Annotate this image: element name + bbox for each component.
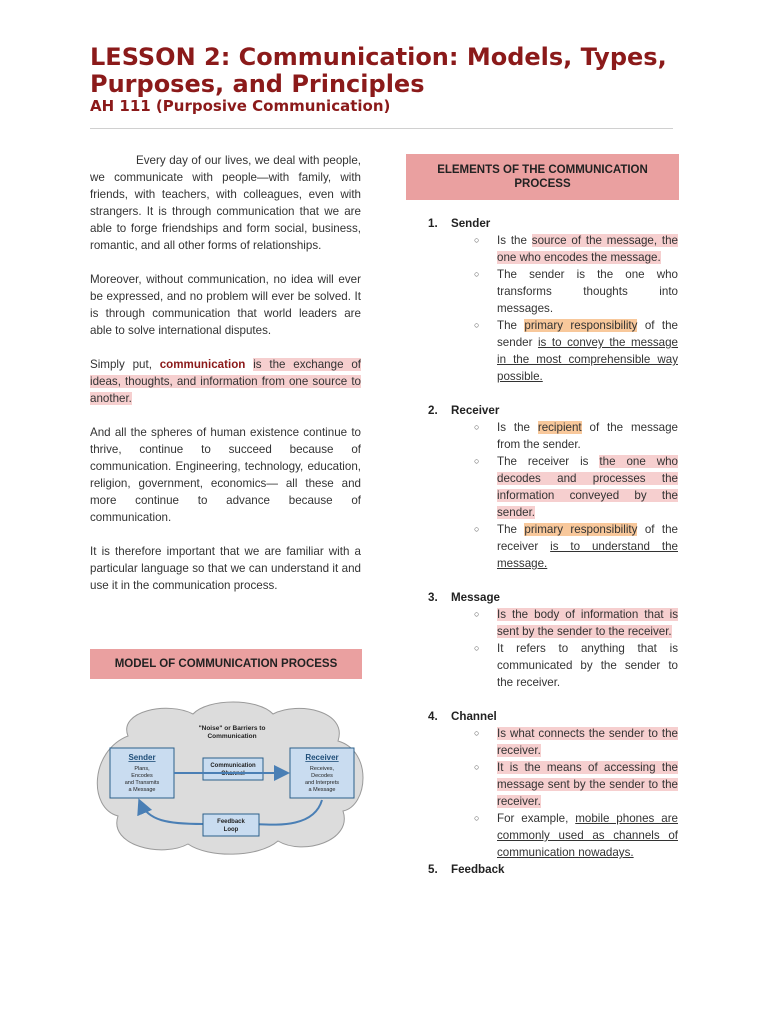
highlight: primary responsibility [524,523,638,536]
channel-box-line1: Communication [210,763,256,769]
communication-model-diagram [88,696,366,856]
list-item: ○ For example, mobile phones are commonly used as channels of communication nowadays. [474,810,678,861]
list-item: ○ Is the source of the message, the one who encodes the message. [474,232,678,266]
element-title: Feedback [451,863,505,876]
sender-box [110,748,174,798]
communication-definition: is the exchange of ideas, thoughts, and information from one source to another. [90,358,361,405]
highlight: recipient [537,421,582,434]
list-item [474,759,678,810]
sender-box-line2: Encodes [131,773,153,779]
sender-box-line3: and Transmits [124,780,160,786]
receiver-box-line1: Receives, [309,766,335,772]
list-item [474,606,678,640]
model-section-banner: MODEL OF COMMUNICATION PROCESS [90,649,362,679]
channel-box [203,758,263,780]
element-title: Channel [451,710,497,723]
list-item [474,725,678,759]
communication-term: communication [159,358,246,371]
receiver-box-line3: and Interprets [305,780,339,786]
feedback-box-line2: Loop [223,827,239,833]
highlight: the one who decodes and processes the information conveyed by the sender. [497,455,679,519]
element-message [428,589,678,691]
divider [90,128,673,129]
element-title: Sender [451,217,491,230]
elements-list [428,215,678,895]
intro-column [90,152,361,611]
intro-paragraph-4: And all the spheres of human existence continue to thrive, continue to succeed because of communication. Engineering, technology, education, religion, government, economics— all these and more continue to advance because of communication. [90,426,361,524]
element-feedback [428,861,678,878]
list-item: ○ Is the recipient of the message from the sender. [474,419,678,453]
underlined-text: is to convey the message in the most comprehensible way possible. [497,336,679,383]
highlight: It is the means of accessing the message sent by the sender to the receiver. [497,761,678,808]
element-channel [428,708,678,861]
elements-section-banner: ELEMENTS OF THE COMMUNICATION PROCESS [406,154,679,200]
sender-box-line1: Plans, [134,766,150,772]
receiver-box-title: Receiver [305,753,339,762]
element-title: Message [451,591,500,604]
list-item: ○ The sender is the one who transforms thoughts into messages. [474,266,678,317]
element-number: 2. [428,404,438,417]
channel-box-line2: Channel [221,771,245,777]
highlight: Is the body of information that is sent by the sender to the receiver. [497,608,678,638]
intro-paragraph-1: Every day of our lives, we deal with people, we communicate with people—with family, with friends, with teachers, with colleagues, even with strangers. It is through communication that we are able to forge friendships and form social, business, romantic, and all other forms of relationships. [90,154,361,252]
list-item: ○ The primary responsibility of the sender is to convey the message in the most comprehensible way possible. [474,317,678,385]
list-item: ○ The receiver is the one who decodes and processes the information conveyed by the sender. [474,453,678,521]
underlined-text: mobile phones are commonly used as channels of communication nowadays. [497,812,678,859]
element-number: 5. [428,863,438,876]
lesson-title: LESSON 2: Communication: Models, Types, Purposes, and Principles [90,43,667,98]
element-receiver [428,402,678,572]
intro-paragraph-2: Moreover, without communication, no idea will ever be expressed, and no problem will ever be solved. It is through communication that world leaders are able to solve international disputes. [90,273,361,337]
course-subtitle: AH 111 (Purposive Communication) [90,97,391,115]
sender-box-line4: a Message [128,787,156,793]
feedback-box-line1: Feedback [217,819,245,825]
element-title: Receiver [451,404,500,417]
intro-paragraph-3 [90,356,361,407]
receiver-box-line4: a Message [308,787,336,793]
highlight: source of the message, the one who encodes the message. [497,234,678,264]
definition-lead: Simply put, [90,358,160,371]
sender-box-title: Sender [128,753,156,762]
intro-paragraph-5: It is therefore important that we are familiar with a particular language so that we can understand it and use it in the communication process. [90,545,361,592]
noise-label-line2: Communication [207,733,257,740]
underlined-text: is to understand the message. [497,540,678,570]
highlight: primary responsibility [524,319,638,332]
feedback-box [203,814,259,836]
element-number: 4. [428,710,438,723]
element-number: 1. [428,217,438,230]
list-item: ○ It refers to anything that is communicated by the sender to the receiver. [474,640,678,691]
element-sender [428,215,678,385]
highlight: Is what connects the sender to the receiver. [497,727,678,757]
list-item: ○ The primary responsibility of the receiver is to understand the message. [474,521,678,572]
receiver-box-line2: Decodes [311,773,333,779]
noise-label-line1: "Noise" or Barriers to [198,725,266,732]
element-number: 3. [428,591,438,604]
receiver-box [290,748,354,798]
